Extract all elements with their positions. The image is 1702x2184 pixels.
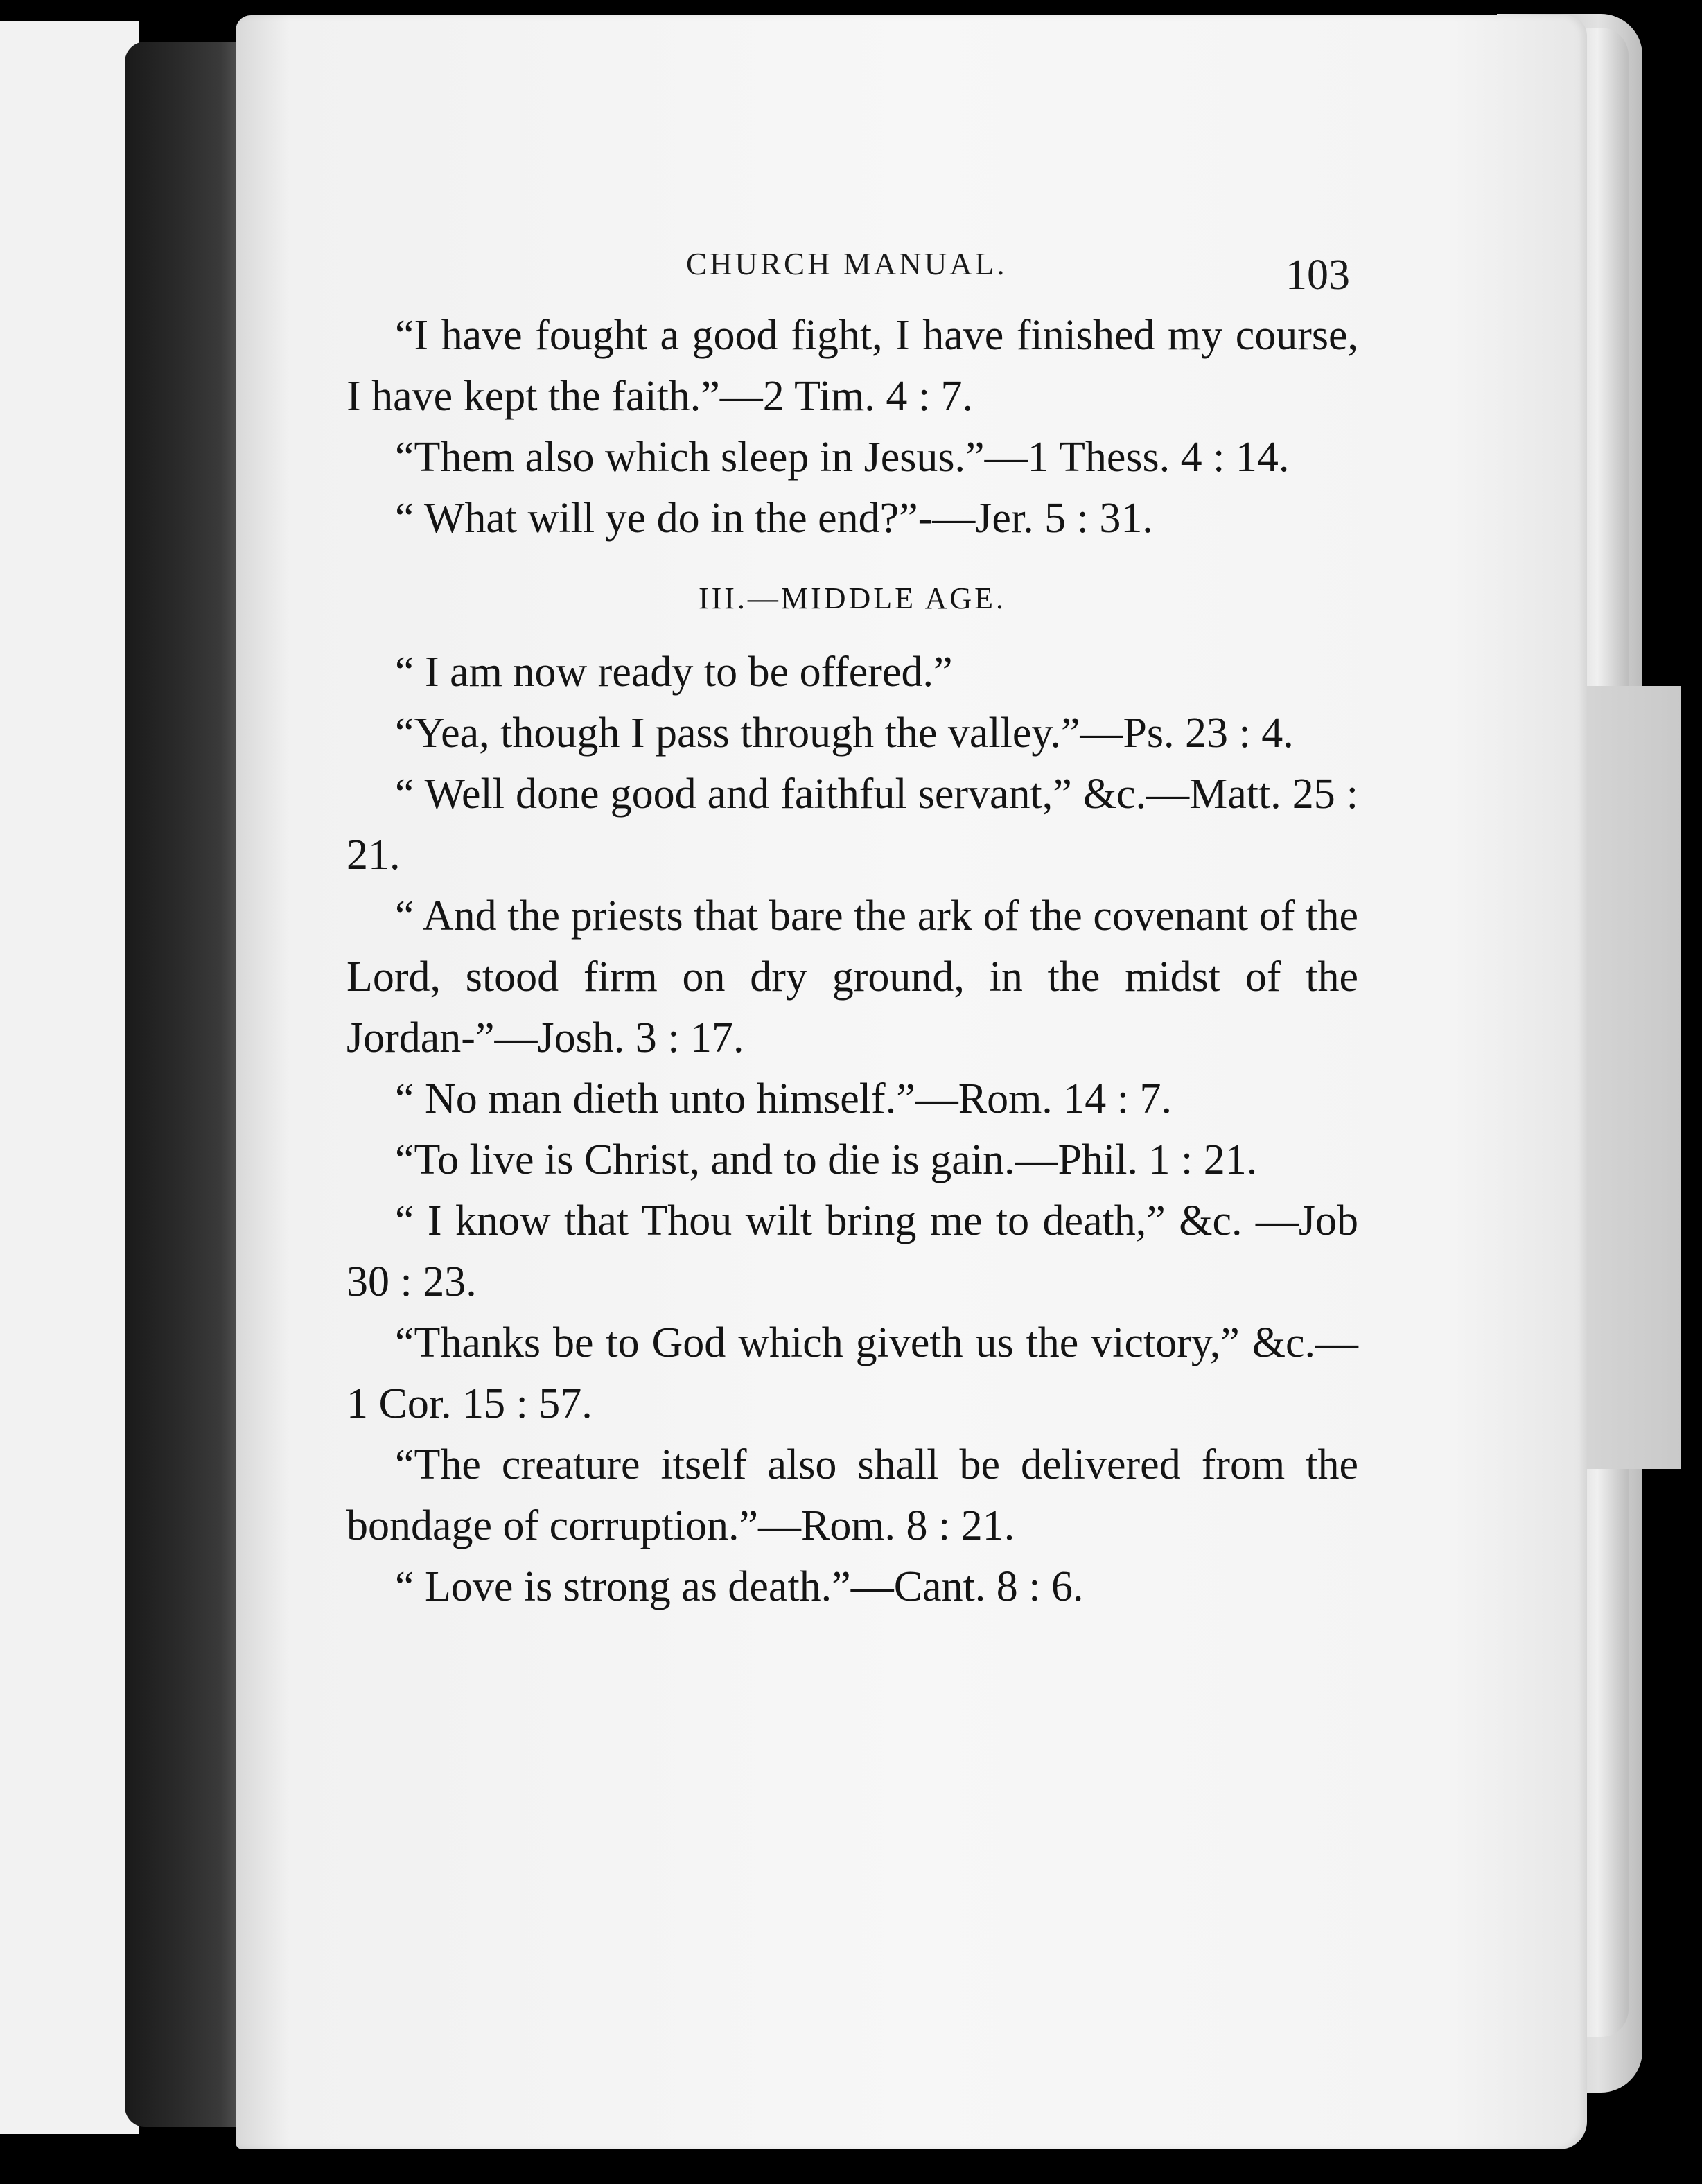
quotation-paragraph: “The creature itself also shall be delivered from the bondage of corruption.”—Rom. 8 : 21. <box>346 1441 1358 1549</box>
previous-page-edge <box>0 21 139 2134</box>
quotation-paragraph: “To live is Christ, and to die is gain.—Phil. 1 : 21. <box>395 1136 1258 1183</box>
quotation-paragraph: “ I am now ready to be offered.” <box>395 649 953 696</box>
quotation-paragraph: “Thanks be to God which giveth us the victory,” &c.—1 Cor. 15 : 57. <box>346 1319 1358 1427</box>
quotation-paragraph: “ What will ye do in the end?”-—Jer. 5 : 31. <box>395 495 1153 542</box>
quotation-paragraph: “ And the priests that bare the ark of the covenant of the Lord, stood firm on dry ground, in the midst of the Jordan-”—Josh. 3 : 17. <box>346 892 1358 1062</box>
quotation-paragraph: “ Love is strong as death.”—Cant. 8 : 6. <box>395 1563 1084 1610</box>
quotation-paragraph: “Them also which sleep in Jesus.”—1 Thess. 4 : 14. <box>395 434 1290 481</box>
section-heading: III.—MIDDLE AGE. <box>698 581 1007 615</box>
page-number: 103 <box>1286 252 1350 299</box>
running-header: CHURCH MANUAL. <box>686 247 1008 281</box>
quotation-paragraph: “I have fought a good fight, I have finished my course, I have kept the faith.”—2 Tim. 4 : 7. <box>346 312 1358 420</box>
page-body <box>346 305 1358 1617</box>
quotation-paragraph: “ Well done good and faithful servant,” &c.—Matt. 25 : 21. <box>346 770 1358 879</box>
quotation-paragraph: “Yea, though I pass through the valley.”—Ps. 23 : 4. <box>395 710 1294 757</box>
quotation-paragraph: “ I know that Thou wilt bring me to death,” &c. —Job 30 : 23. <box>346 1197 1358 1305</box>
quotation-paragraph: “ No man dieth unto himself.”—Rom. 14 : 7. <box>395 1075 1173 1122</box>
